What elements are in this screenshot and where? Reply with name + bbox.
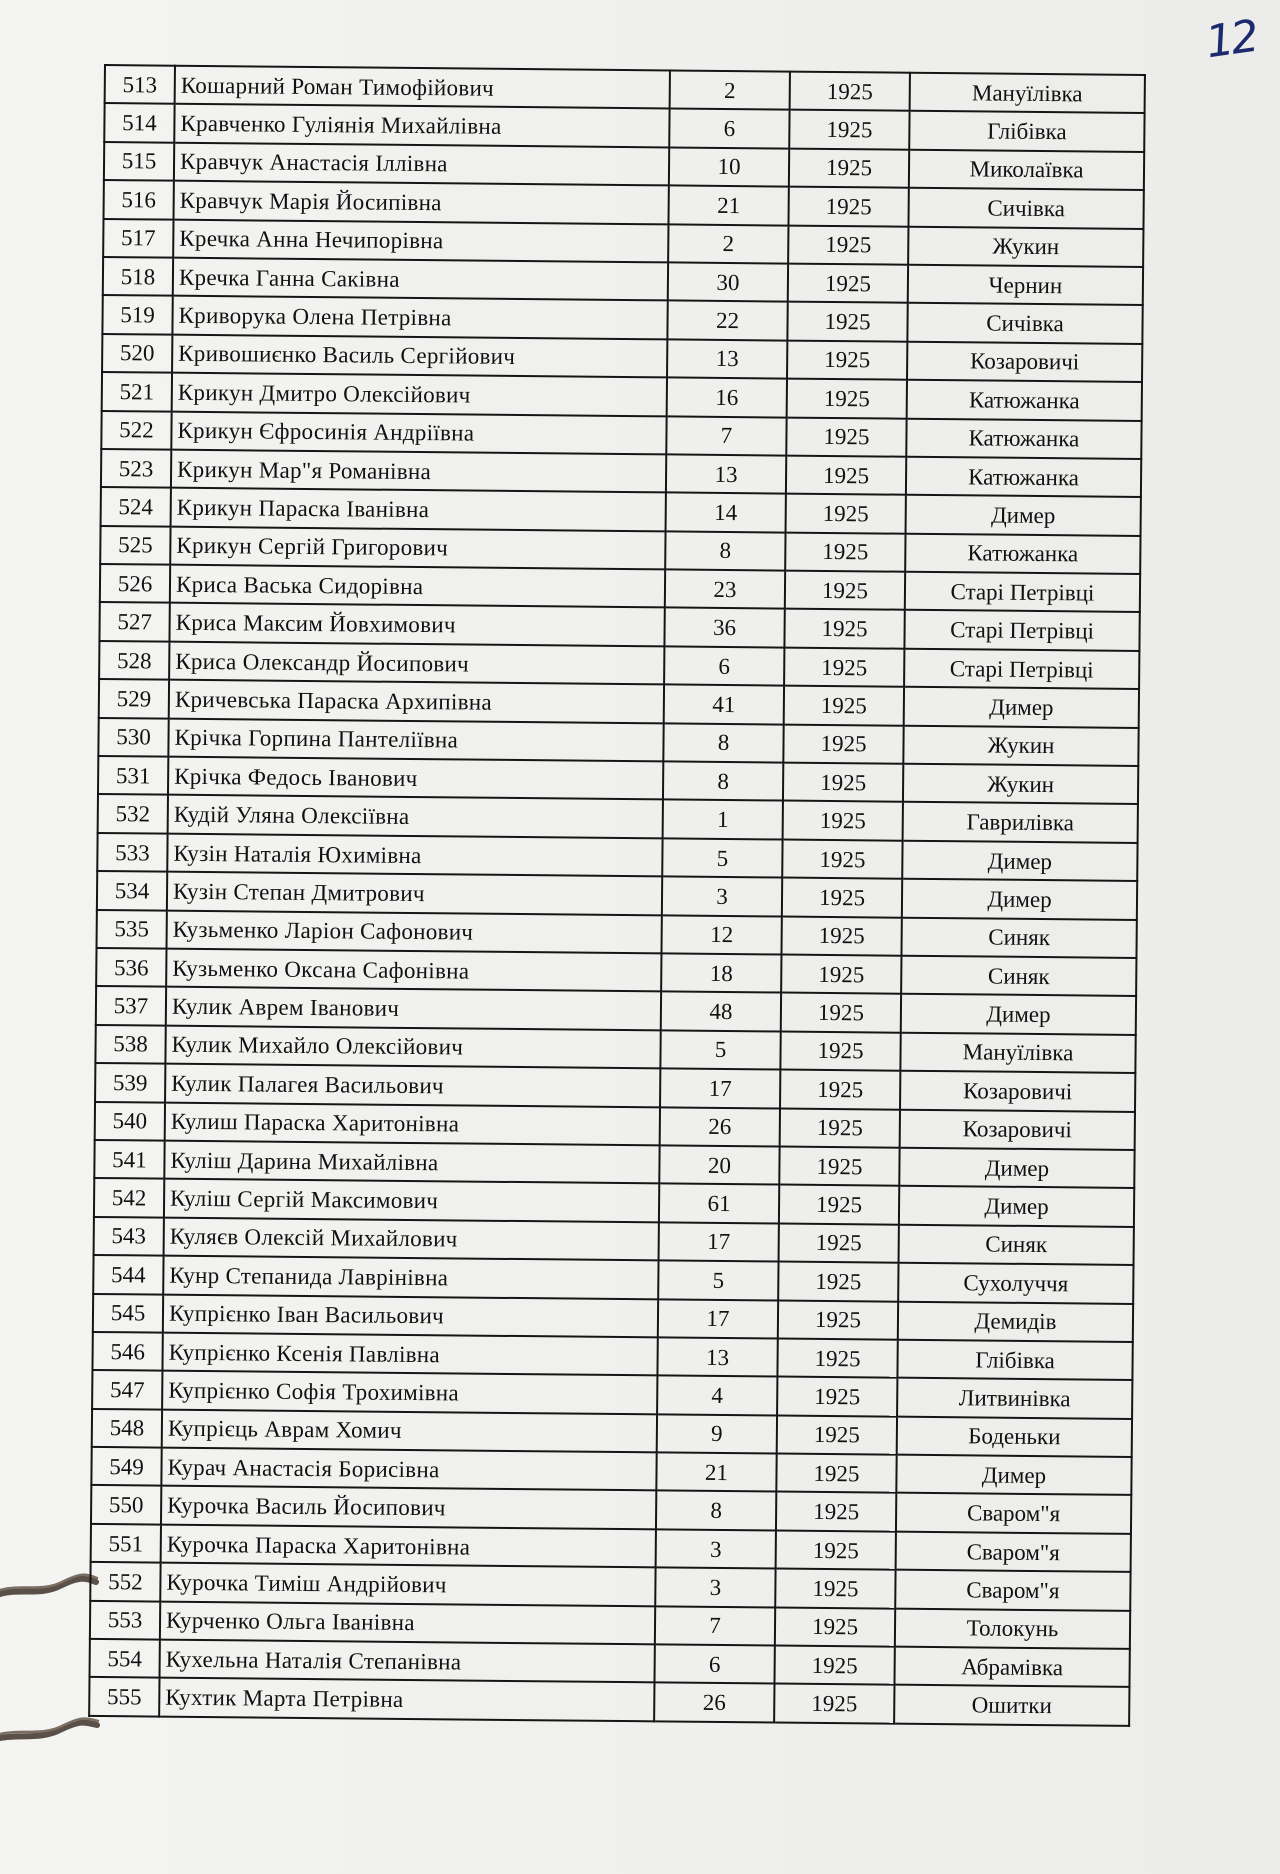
row-number-cell: 527 bbox=[99, 602, 169, 641]
count-value-cell: 23 bbox=[665, 569, 785, 609]
person-name-cell: Кривошиєнко Василь Сергійович bbox=[172, 334, 667, 377]
row-number-cell: 520 bbox=[102, 334, 172, 373]
person-name-cell: Криса Васька Сидорівна bbox=[170, 565, 665, 608]
count-value-cell: 21 bbox=[656, 1452, 776, 1492]
row-number-cell: 553 bbox=[90, 1601, 160, 1640]
year-value-cell: 1925 bbox=[779, 1146, 899, 1186]
person-name-cell: Крічка Федось Іванович bbox=[168, 757, 663, 800]
row-number-cell: 544 bbox=[93, 1255, 163, 1294]
year-value-cell: 1925 bbox=[779, 1185, 899, 1225]
village-name-cell: Димер bbox=[902, 841, 1137, 882]
village-name-cell: Миколаївка bbox=[909, 150, 1144, 191]
count-value-cell: 41 bbox=[664, 685, 784, 725]
row-number-cell: 524 bbox=[101, 487, 171, 526]
count-value-cell: 16 bbox=[667, 378, 787, 418]
person-name-cell: Купрієнко Ксенія Павлівна bbox=[162, 1333, 657, 1376]
count-value-cell: 36 bbox=[664, 608, 784, 648]
year-value-cell: 1925 bbox=[783, 724, 903, 764]
row-number-cell: 531 bbox=[98, 756, 168, 795]
count-value-cell: 7 bbox=[655, 1606, 775, 1646]
person-name-cell: Кулиш Параска Харитонівна bbox=[165, 1102, 660, 1145]
village-name-cell: Жукин bbox=[903, 764, 1138, 805]
count-value-cell: 5 bbox=[662, 838, 782, 878]
village-name-cell: Сухолуччя bbox=[898, 1263, 1133, 1304]
village-name-cell: Демидів bbox=[898, 1301, 1133, 1342]
row-number-cell: 514 bbox=[104, 103, 174, 142]
person-name-cell: Кравчук Марія Йосипівна bbox=[174, 181, 669, 224]
year-value-cell: 1925 bbox=[784, 647, 904, 687]
binding-thread-icon bbox=[0, 1568, 100, 1608]
year-value-cell: 1925 bbox=[780, 1070, 900, 1110]
village-name-cell: Катюжанка bbox=[906, 418, 1141, 459]
person-name-cell: Кречка Анна Нечипорівна bbox=[173, 219, 668, 262]
person-name-cell: Крикун Параска Іванівна bbox=[171, 488, 666, 531]
row-number-cell: 526 bbox=[100, 564, 170, 603]
village-name-cell: Синяк bbox=[899, 1224, 1134, 1265]
village-name-cell: Мануїлівка bbox=[900, 1032, 1135, 1073]
year-value-cell: 1925 bbox=[780, 1108, 900, 1148]
person-name-cell: Кошарний Роман Тимофійович bbox=[175, 66, 670, 109]
count-value-cell: 20 bbox=[659, 1145, 779, 1185]
person-name-cell: Кулик Палагея Васильович bbox=[165, 1064, 660, 1107]
row-number-cell: 555 bbox=[89, 1677, 159, 1716]
year-value-cell: 1925 bbox=[789, 148, 909, 188]
row-number-cell: 546 bbox=[92, 1332, 162, 1371]
row-number-cell: 532 bbox=[98, 794, 168, 833]
row-number-cell: 543 bbox=[94, 1217, 164, 1256]
person-name-cell: Кулик Аврем Іванович bbox=[166, 987, 661, 1030]
village-name-cell: Жукин bbox=[908, 226, 1143, 267]
person-name-cell: Курченко Ольга Іванівна bbox=[160, 1601, 655, 1644]
village-name-cell: Димер bbox=[901, 994, 1136, 1035]
village-name-cell: Абрамівка bbox=[894, 1647, 1129, 1688]
year-value-cell: 1925 bbox=[785, 571, 905, 611]
person-name-cell: Кузін Степан Дмитрович bbox=[167, 872, 662, 915]
person-name-cell: Кунр Степанида Лаврінівна bbox=[163, 1256, 658, 1299]
year-value-cell: 1925 bbox=[779, 1223, 899, 1263]
person-name-cell: Кулик Михайло Олексійович bbox=[165, 1025, 660, 1068]
row-number-cell: 541 bbox=[94, 1140, 164, 1179]
count-value-cell: 48 bbox=[661, 992, 781, 1032]
count-value-cell: 8 bbox=[663, 723, 783, 763]
year-value-cell: 1925 bbox=[784, 686, 904, 726]
count-value-cell: 30 bbox=[668, 262, 788, 302]
village-name-cell: Катюжанка bbox=[907, 380, 1142, 421]
year-value-cell: 1925 bbox=[788, 187, 908, 227]
village-name-cell: Глібівка bbox=[909, 111, 1144, 152]
year-value-cell: 1925 bbox=[783, 763, 903, 803]
village-name-cell: Козаровичі bbox=[900, 1071, 1135, 1112]
count-value-cell: 3 bbox=[655, 1568, 775, 1608]
count-value-cell: 3 bbox=[662, 877, 782, 917]
count-value-cell: 13 bbox=[667, 339, 787, 379]
row-number-cell: 518 bbox=[103, 257, 173, 296]
row-number-cell: 521 bbox=[102, 372, 172, 411]
row-number-cell: 522 bbox=[101, 411, 171, 450]
row-number-cell: 534 bbox=[97, 871, 167, 910]
count-value-cell: 17 bbox=[658, 1299, 778, 1339]
village-name-cell: Жукин bbox=[903, 725, 1138, 766]
year-value-cell: 1925 bbox=[781, 955, 901, 995]
row-number-cell: 545 bbox=[93, 1293, 163, 1332]
row-number-cell: 529 bbox=[99, 679, 169, 718]
village-name-cell: Старі Петрівці bbox=[904, 610, 1139, 651]
person-name-cell: Кречка Ганна Саківна bbox=[173, 258, 668, 301]
row-number-cell: 552 bbox=[90, 1562, 160, 1601]
village-name-cell: Димер bbox=[896, 1455, 1131, 1496]
row-number-cell: 519 bbox=[102, 295, 172, 334]
year-value-cell: 1925 bbox=[776, 1492, 896, 1532]
count-value-cell: 6 bbox=[654, 1644, 774, 1684]
year-value-cell: 1925 bbox=[780, 1031, 900, 1071]
village-name-cell: Ошитки bbox=[894, 1685, 1129, 1726]
person-name-cell: Купрієць Аврам Хомич bbox=[162, 1409, 657, 1452]
village-name-cell: Чернин bbox=[908, 265, 1143, 306]
year-value-cell: 1925 bbox=[790, 72, 910, 112]
village-name-cell: Литвинівка bbox=[897, 1378, 1132, 1419]
person-name-cell: Кухтик Марта Петрівна bbox=[159, 1678, 654, 1721]
row-number-cell: 537 bbox=[96, 986, 166, 1025]
count-value-cell: 14 bbox=[666, 493, 786, 533]
count-value-cell: 8 bbox=[656, 1491, 776, 1531]
row-number-cell: 523 bbox=[101, 449, 171, 488]
village-name-cell: Старі Петрівці bbox=[904, 649, 1139, 690]
person-name-cell: Курочка Тиміш Андрійович bbox=[160, 1563, 655, 1606]
village-name-cell: Катюжанка bbox=[906, 457, 1141, 498]
count-value-cell: 21 bbox=[668, 186, 788, 226]
count-value-cell: 26 bbox=[660, 1107, 780, 1147]
person-name-cell: Кравчук Анастасія Іллівна bbox=[174, 142, 669, 185]
year-value-cell: 1925 bbox=[786, 455, 906, 495]
count-value-cell: 17 bbox=[659, 1222, 779, 1262]
count-value-cell: 7 bbox=[666, 416, 786, 456]
year-value-cell: 1925 bbox=[774, 1646, 894, 1686]
count-value-cell: 3 bbox=[656, 1529, 776, 1569]
year-value-cell: 1925 bbox=[778, 1300, 898, 1340]
year-value-cell: 1925 bbox=[782, 839, 902, 879]
count-value-cell: 6 bbox=[669, 109, 789, 149]
row-number-cell: 528 bbox=[99, 641, 169, 680]
row-number-cell: 515 bbox=[104, 142, 174, 181]
count-value-cell: 12 bbox=[661, 915, 781, 955]
person-name-cell: Куліш Сергій Максимович bbox=[164, 1179, 659, 1222]
year-value-cell: 1925 bbox=[777, 1377, 897, 1417]
count-value-cell: 4 bbox=[657, 1376, 777, 1416]
row-number-cell: 533 bbox=[97, 833, 167, 872]
village-name-cell: Толокунь bbox=[895, 1608, 1130, 1649]
village-name-cell: Козаровичі bbox=[907, 341, 1142, 382]
person-name-cell: Кузін Наталія Юхимівна bbox=[167, 833, 662, 876]
person-name-cell: Курач Анастасія Борисівна bbox=[161, 1448, 656, 1491]
row-number-cell: 550 bbox=[91, 1485, 161, 1524]
person-name-cell: Куляєв Олексій Михайлович bbox=[164, 1217, 659, 1260]
count-value-cell: 22 bbox=[667, 301, 787, 341]
person-name-cell: Криса Олександр Йосипович bbox=[169, 642, 664, 685]
row-number-cell: 536 bbox=[96, 948, 166, 987]
village-name-cell: Козаровичі bbox=[900, 1109, 1135, 1150]
count-value-cell: 61 bbox=[659, 1184, 779, 1224]
row-number-cell: 517 bbox=[103, 219, 173, 258]
person-name-cell: Крикун Мар"я Романівна bbox=[171, 450, 666, 493]
person-name-cell: Курочка Параска Харитонівна bbox=[161, 1524, 656, 1567]
year-value-cell: 1925 bbox=[781, 916, 901, 956]
person-name-cell: Криворука Олена Петрівна bbox=[172, 296, 667, 339]
person-name-cell: Крикун Єфросинія Андріївна bbox=[171, 411, 666, 454]
count-value-cell: 6 bbox=[664, 646, 784, 686]
row-number-cell: 554 bbox=[90, 1639, 160, 1678]
binding-thread-icon bbox=[0, 1710, 100, 1750]
person-name-cell: Курочка Василь Йосипович bbox=[161, 1486, 656, 1529]
row-number-cell: 551 bbox=[91, 1524, 161, 1563]
person-name-cell: Крічка Горпина Пантеліївна bbox=[168, 718, 663, 761]
row-number-cell: 542 bbox=[94, 1178, 164, 1217]
village-name-cell: Мануїлівка bbox=[910, 73, 1145, 114]
person-name-cell: Кузьменко Оксана Сафонівна bbox=[166, 949, 661, 992]
row-number-cell: 513 bbox=[105, 65, 175, 104]
count-value-cell: 17 bbox=[660, 1069, 780, 1109]
count-value-cell: 5 bbox=[660, 1030, 780, 1070]
records-table-body bbox=[89, 65, 1145, 1726]
year-value-cell: 1925 bbox=[774, 1684, 894, 1724]
village-name-cell: Синяк bbox=[901, 956, 1136, 997]
count-value-cell: 1 bbox=[663, 800, 783, 840]
year-value-cell: 1925 bbox=[786, 494, 906, 534]
year-value-cell: 1925 bbox=[775, 1569, 895, 1609]
person-name-cell: Кузьменко Ларіон Сафонович bbox=[167, 910, 662, 953]
count-value-cell: 8 bbox=[665, 531, 785, 571]
person-name-cell: Кудій Уляна Олексіївна bbox=[168, 795, 663, 838]
year-value-cell: 1925 bbox=[777, 1415, 897, 1455]
row-number-cell: 516 bbox=[104, 180, 174, 219]
village-name-cell: Синяк bbox=[901, 917, 1136, 958]
person-name-cell: Кравченко Гуліянія Михайлівна bbox=[174, 104, 669, 147]
year-value-cell: 1925 bbox=[775, 1607, 895, 1647]
count-value-cell: 26 bbox=[654, 1683, 774, 1723]
row-number-cell: 535 bbox=[97, 910, 167, 949]
year-value-cell: 1925 bbox=[784, 609, 904, 649]
row-number-cell: 525 bbox=[100, 526, 170, 565]
row-number-cell: 547 bbox=[92, 1370, 162, 1409]
year-value-cell: 1925 bbox=[789, 110, 909, 150]
row-number-cell: 540 bbox=[95, 1102, 165, 1141]
count-value-cell: 13 bbox=[666, 454, 786, 494]
person-name-cell: Купрієнко Іван Васильович bbox=[163, 1294, 658, 1337]
person-name-cell: Куліш Дарина Михайлівна bbox=[164, 1141, 659, 1184]
year-value-cell: 1925 bbox=[776, 1454, 896, 1494]
person-name-cell: Крикун Сергій Григорович bbox=[170, 526, 665, 569]
count-value-cell: 8 bbox=[663, 761, 783, 801]
village-name-cell: Боденьки bbox=[897, 1416, 1132, 1457]
village-name-cell: Гаврилівка bbox=[903, 802, 1138, 843]
row-number-cell: 539 bbox=[95, 1063, 165, 1102]
count-value-cell: 18 bbox=[661, 953, 781, 993]
row-number-cell: 548 bbox=[92, 1409, 162, 1448]
year-value-cell: 1925 bbox=[786, 417, 906, 457]
year-value-cell: 1925 bbox=[787, 340, 907, 380]
year-value-cell: 1925 bbox=[788, 264, 908, 304]
person-name-cell: Кричевська Параска Архипівна bbox=[169, 680, 664, 723]
village-name-cell: Старі Петрівці bbox=[905, 572, 1140, 613]
count-value-cell: 13 bbox=[657, 1337, 777, 1377]
village-name-cell: Сваром"я bbox=[895, 1570, 1130, 1611]
year-value-cell: 1925 bbox=[778, 1262, 898, 1302]
village-name-cell: Глібівка bbox=[897, 1340, 1132, 1381]
year-value-cell: 1925 bbox=[785, 532, 905, 572]
count-value-cell: 2 bbox=[670, 70, 790, 110]
year-value-cell: 1925 bbox=[787, 379, 907, 419]
year-value-cell: 1925 bbox=[781, 993, 901, 1033]
year-value-cell: 1925 bbox=[783, 801, 903, 841]
count-value-cell: 2 bbox=[668, 224, 788, 264]
person-name-cell: Кухельна Наталія Степанівна bbox=[160, 1640, 655, 1683]
village-name-cell: Сваром"я bbox=[896, 1493, 1131, 1534]
person-name-cell: Криса Максим Йовхимович bbox=[169, 603, 664, 646]
handwritten-page-number: 12 bbox=[1202, 10, 1260, 69]
row-number-cell: 538 bbox=[95, 1025, 165, 1064]
person-name-cell: Купрієнко Софія Трохимівна bbox=[162, 1371, 657, 1414]
count-value-cell: 9 bbox=[657, 1414, 777, 1454]
year-value-cell: 1925 bbox=[788, 225, 908, 265]
row-number-cell: 530 bbox=[98, 718, 168, 757]
village-name-cell: Сичівка bbox=[907, 303, 1142, 344]
person-name-cell: Крикун Дмитро Олексійович bbox=[172, 373, 667, 416]
village-name-cell: Сичівка bbox=[908, 188, 1143, 229]
year-value-cell: 1925 bbox=[787, 302, 907, 342]
village-name-cell: Димер bbox=[904, 687, 1139, 728]
year-value-cell: 1925 bbox=[777, 1338, 897, 1378]
village-name-cell: Сваром"я bbox=[896, 1532, 1131, 1573]
village-name-cell: Димер bbox=[899, 1186, 1134, 1227]
village-name-cell: Катюжанка bbox=[905, 533, 1140, 574]
year-value-cell: 1925 bbox=[776, 1530, 896, 1570]
village-name-cell: Димер bbox=[906, 495, 1141, 536]
village-name-cell: Димер bbox=[902, 879, 1137, 920]
row-number-cell: 549 bbox=[91, 1447, 161, 1486]
count-value-cell: 5 bbox=[658, 1260, 778, 1300]
count-value-cell: 10 bbox=[669, 147, 789, 187]
year-value-cell: 1925 bbox=[782, 878, 902, 918]
records-table bbox=[88, 64, 1146, 1727]
village-name-cell: Димер bbox=[899, 1148, 1134, 1189]
records-table-container bbox=[88, 64, 1144, 1727]
